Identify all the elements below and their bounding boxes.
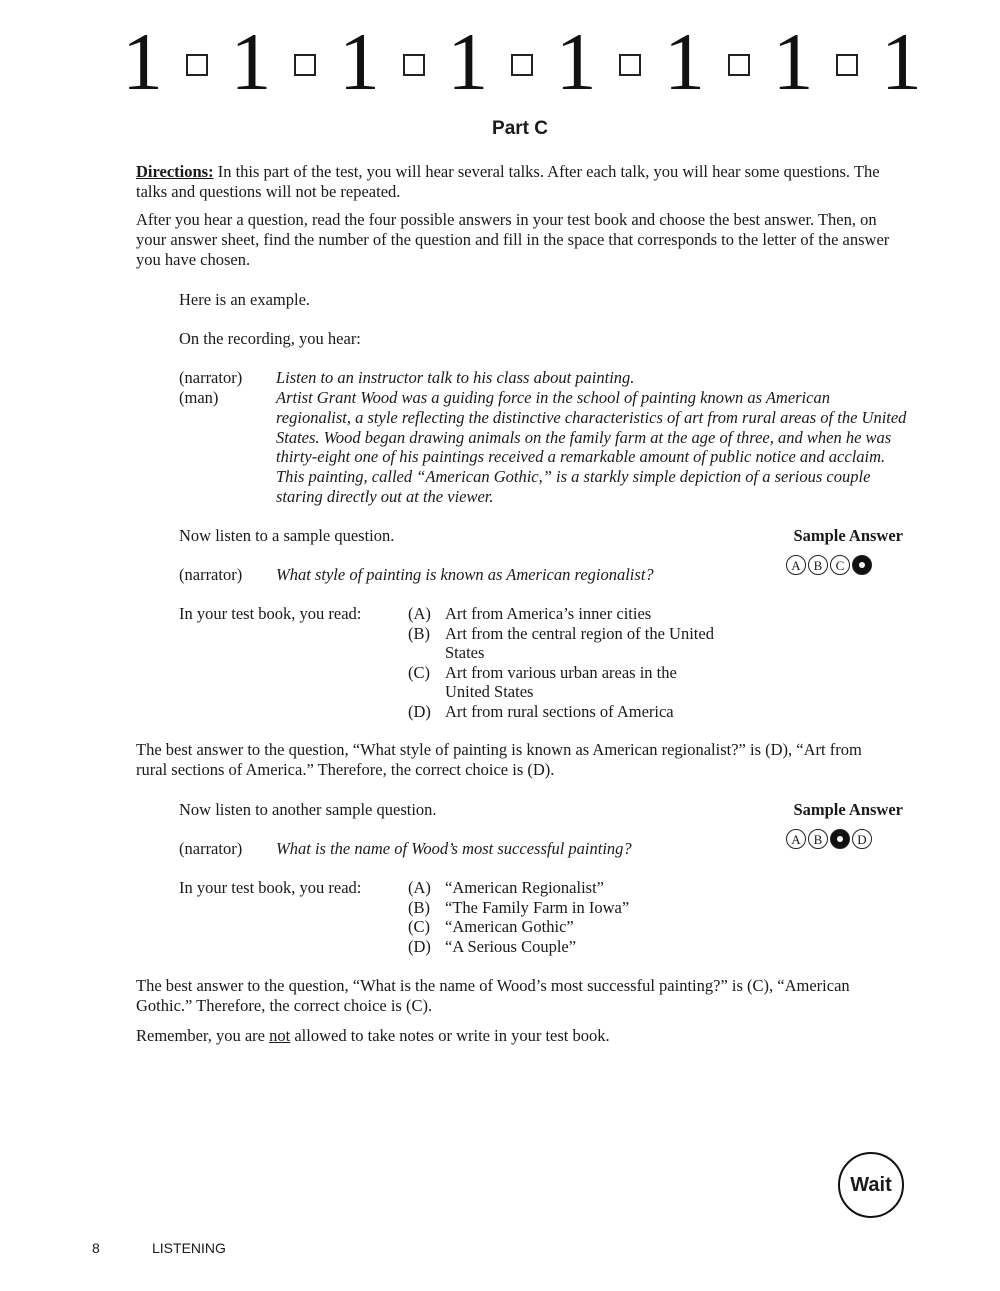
explanation: The best answer to the question, “What style of painting is known as American regionalist?” is (D), “Art from rural sections of America.” Therefore, the correct choice is (D). <box>136 740 862 779</box>
box-icon <box>186 54 208 76</box>
box-icon <box>728 54 750 76</box>
question-text: What style of painting is known as American regionalist? <box>276 565 654 584</box>
reminder: Remember, you are not allowed to take notes or write in your test book. <box>136 1026 610 1045</box>
sample-answer-label: Sample Answer <box>793 526 903 545</box>
choice-item: (B) “The Family Farm in Iowa” <box>408 897 630 917</box>
choice-item: (D) Art from rural sections of America <box>408 701 674 721</box>
speaker-label: (man) <box>179 388 219 407</box>
directions-text: In this part of the test, you will hear several talks. After each talk, you will hear some questions. The talks and questions will not be repeated. <box>136 162 880 201</box>
section-number: 1 <box>772 16 814 107</box>
wait-icon: Wait <box>838 1152 904 1218</box>
box-icon <box>403 54 425 76</box>
explanation: The best answer to the question, “What is the name of Wood’s most successful painting?” is (C), “American Gothic.” Therefore, the correct choice is (C). <box>136 976 850 1015</box>
section-number: 1 <box>555 16 597 107</box>
choice-item: (A) Art from America’s inner cities <box>408 604 652 623</box>
speaker-label: (narrator) <box>179 565 243 584</box>
section-header <box>122 16 922 107</box>
section-name: LISTENING <box>152 1240 226 1256</box>
question-text: What is the name of Wood’s most successful painting? <box>276 839 632 858</box>
speaker-line: Artist Grant Wood was a guiding force in the school of painting known as American regionalist, a style reflecting the distinctive characteristics of art from rural areas of the United States. Wood began drawing animals on the family farm at the age of three, and when he was thirty-eight one of his paintings received a remarkable amount of public notice and acclaim. This painting, called “American Gothic,” is a starkly simple depiction of a serious couple staring directly out at the viewer. <box>276 388 907 506</box>
answer-bubble: A <box>786 829 806 849</box>
section-number: 1 <box>338 16 380 107</box>
directions-label: Directions: <box>136 162 214 181</box>
directions-paragraph <box>136 162 896 202</box>
answer-choices <box>408 878 715 956</box>
test-book-label: In your test book, you read: <box>179 604 362 623</box>
page-number: 8 <box>92 1240 100 1256</box>
section-number: 1 <box>664 16 706 107</box>
box-icon <box>619 54 641 76</box>
box-icon <box>511 54 533 76</box>
choice-item: (C) “American Gothic” <box>408 917 574 937</box>
answer-bubble: B <box>808 555 828 575</box>
recording-intro: On the recording, you hear: <box>179 329 361 348</box>
sample-intro: Now listen to a sample question. <box>179 526 395 545</box>
speaker-line: Listen to an instructor talk to his class about painting. <box>276 368 635 387</box>
section-number: 1 <box>122 16 163 107</box>
sample-answer-label: Sample Answer <box>793 800 903 819</box>
answer-choices <box>408 604 715 722</box>
answer-bubble: D <box>852 829 872 849</box>
choice-item: (D) “A Serious Couple” <box>408 936 577 956</box>
instructions-paragraph: After you hear a question, read the four possible answers in your test book and choose the best answer. Then, on your answer sheet, find the number of the question and fill in the space that corresponds to the letter of the answer you have chosen. <box>136 210 890 269</box>
answer-bubble: C <box>830 555 850 575</box>
test-book-label: In your test book, you read: <box>179 878 362 897</box>
choice-item: (A) “American Regionalist” <box>408 878 604 897</box>
box-icon <box>294 54 316 76</box>
speaker-label: (narrator) <box>179 839 243 858</box>
box-icon <box>836 54 858 76</box>
section-number: 1 <box>447 16 489 107</box>
example-intro: Here is an example. <box>179 290 311 309</box>
section-number: 1 <box>880 16 922 107</box>
sample-intro: Now listen to another sample question. <box>179 800 437 819</box>
speaker-label: (narrator) <box>179 368 243 387</box>
answer-bubble: B <box>808 829 828 849</box>
section-number: 1 <box>230 16 272 107</box>
choice-item: (B) Art from the central region of the United States <box>408 623 714 663</box>
part-title: Part C <box>492 118 548 139</box>
answer-bubble: A <box>786 555 806 575</box>
choice-item: (C) Art from various urban areas in the United States <box>408 662 677 702</box>
